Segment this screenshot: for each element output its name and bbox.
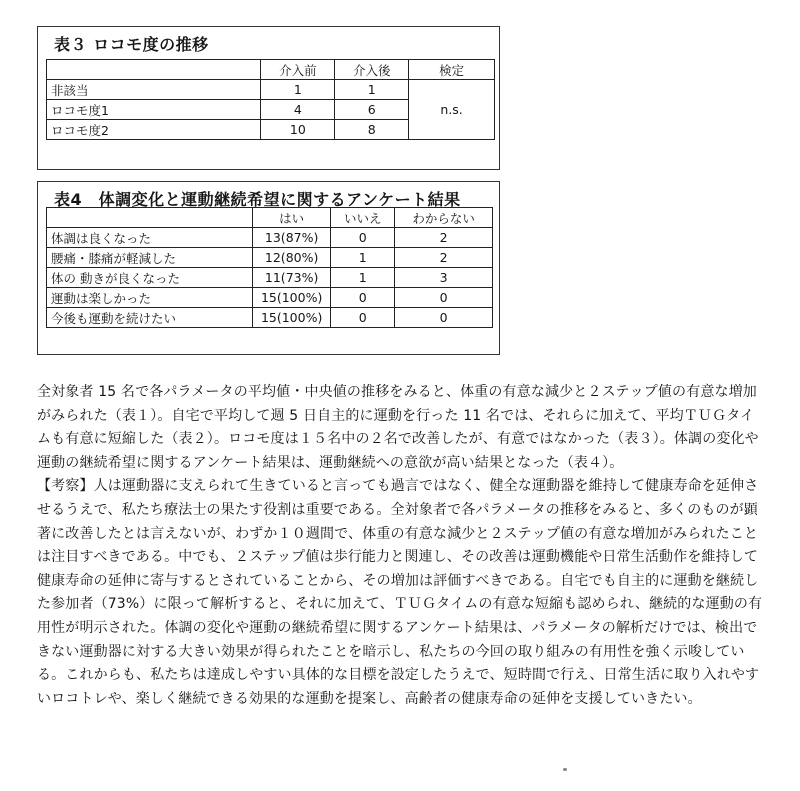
cell-before: 1 bbox=[261, 80, 335, 100]
cell-no: 0 bbox=[331, 228, 395, 248]
table4 bbox=[46, 207, 493, 328]
table-row bbox=[47, 228, 493, 248]
cell-unknown: 0 bbox=[395, 308, 493, 328]
table4-header-unknown: わからない bbox=[395, 208, 493, 228]
cell-after: 8 bbox=[335, 120, 409, 140]
row-label: 腰痛・膝痛が軽減した bbox=[47, 248, 253, 268]
table-row bbox=[47, 268, 493, 288]
cell-yes: 11(73%) bbox=[253, 268, 331, 288]
table4-header-no: いいえ bbox=[331, 208, 395, 228]
cell-unknown: 2 bbox=[395, 228, 493, 248]
table3-header-before: 介入前 bbox=[261, 60, 335, 80]
table4-panel bbox=[37, 181, 500, 355]
cell-yes: 15(100%) bbox=[253, 308, 331, 328]
results-paragraph: 全対象者 15 名で各パラメータの平均値・中央値の推移をみると、体重の有意な減少と２ステップ値の有意な増加がみられた（表１）。自宅で平均して週 5 日自主的に運動を行った 11 名では、それらに加えて、平均ＴＵＧタイムも有意に短縮した（表２）。ロコモ度は１５名中の２名で改善したが、有意ではなかった（表３）。体調の変化や運動の継続希望に関するアンケート結果は、運動継続への意欲が高い結果となった（表４）。 bbox=[37, 384, 759, 471]
cell-unknown: 2 bbox=[395, 248, 493, 268]
cell-no: 1 bbox=[331, 248, 395, 268]
test-result: n.s. bbox=[409, 80, 495, 140]
cell-unknown: 3 bbox=[395, 268, 493, 288]
cell-no: 0 bbox=[331, 308, 395, 328]
cell-after: 1 bbox=[335, 80, 409, 100]
table3-title: 表３ ロコモ度の推移 bbox=[54, 35, 209, 54]
table4-header-row bbox=[47, 208, 493, 228]
table3-header-test: 検定 bbox=[409, 60, 495, 80]
row-label: ロコモ度2 bbox=[47, 120, 261, 140]
row-label: 体の 動きが良くなった bbox=[47, 268, 253, 288]
cell-no: 0 bbox=[331, 288, 395, 308]
table4-header-yes: はい bbox=[253, 208, 331, 228]
table4-header-blank bbox=[47, 208, 253, 228]
row-label: 運動は楽しかった bbox=[47, 288, 253, 308]
table4-title: 表4 体調変化と運動継続希望に関するアンケート結果 bbox=[54, 190, 461, 209]
table3-panel bbox=[37, 26, 500, 170]
table-row bbox=[47, 288, 493, 308]
row-label: 体調は良くなった bbox=[47, 228, 253, 248]
row-label: ロコモ度1 bbox=[47, 100, 261, 120]
table3-header-blank bbox=[47, 60, 261, 80]
discussion-paragraph: 【考察】人は運動器に支えられて生きていると言っても過言ではなく、健全な運動器を維持して健康寿命を延伸させるうえで、私たち療法士の果たす役割は重要である。全対象者で各パラメータの推移をみると、多くのものが顕著に改善したとは言えないが、わずか１０週間で、体重の有意な減少と２ステップ値の有意な増加がみられたことは注目すべきである。中でも、２ステップ値は歩行能力と関連し、その改善は運動機能や日常生活動作を維持して健康寿命の延伸に寄与するとされていることから、その増加は評価すべきである。自宅でも自主的に運動を継続した参加者（73%）に限って解析すると、それに加えて、ＴＵＧタイムの有意な短縮も認められ、継続的な運動の有用性が明示された。体調の変化や運動の継続希望に関するアンケート結果は、パラメータの解析だけでは、検出できない運動器に対する大きい効果が得られたことを暗示し、私たちの今回の取り組みの有用性を強く示唆している。これからも、私たちは達成しやすい具体的な目標を設定したうえで、短時間で行え、日常生活に取り入れやすいロコトレや、楽しく継続できる効果的な運動を提案し、高齢者の健康寿命の延伸を支援していきたい。 bbox=[37, 478, 763, 707]
cell-after: 6 bbox=[335, 100, 409, 120]
table-row bbox=[47, 248, 493, 268]
row-label: 今後も運動を続けたい bbox=[47, 308, 253, 328]
table-row bbox=[47, 80, 495, 100]
cell-unknown: 0 bbox=[395, 288, 493, 308]
cell-before: 4 bbox=[261, 100, 335, 120]
cell-before: 10 bbox=[261, 120, 335, 140]
table-row bbox=[47, 308, 493, 328]
cell-yes: 13(87%) bbox=[253, 228, 331, 248]
cell-no: 1 bbox=[331, 268, 395, 288]
scan-speck bbox=[563, 768, 567, 771]
cell-yes: 15(100%) bbox=[253, 288, 331, 308]
table3-header-after: 介入後 bbox=[335, 60, 409, 80]
cell-yes: 12(80%) bbox=[253, 248, 331, 268]
table3-header-row bbox=[47, 60, 495, 80]
body-text bbox=[37, 381, 765, 711]
row-label: 非該当 bbox=[47, 80, 261, 100]
table3 bbox=[46, 59, 495, 140]
